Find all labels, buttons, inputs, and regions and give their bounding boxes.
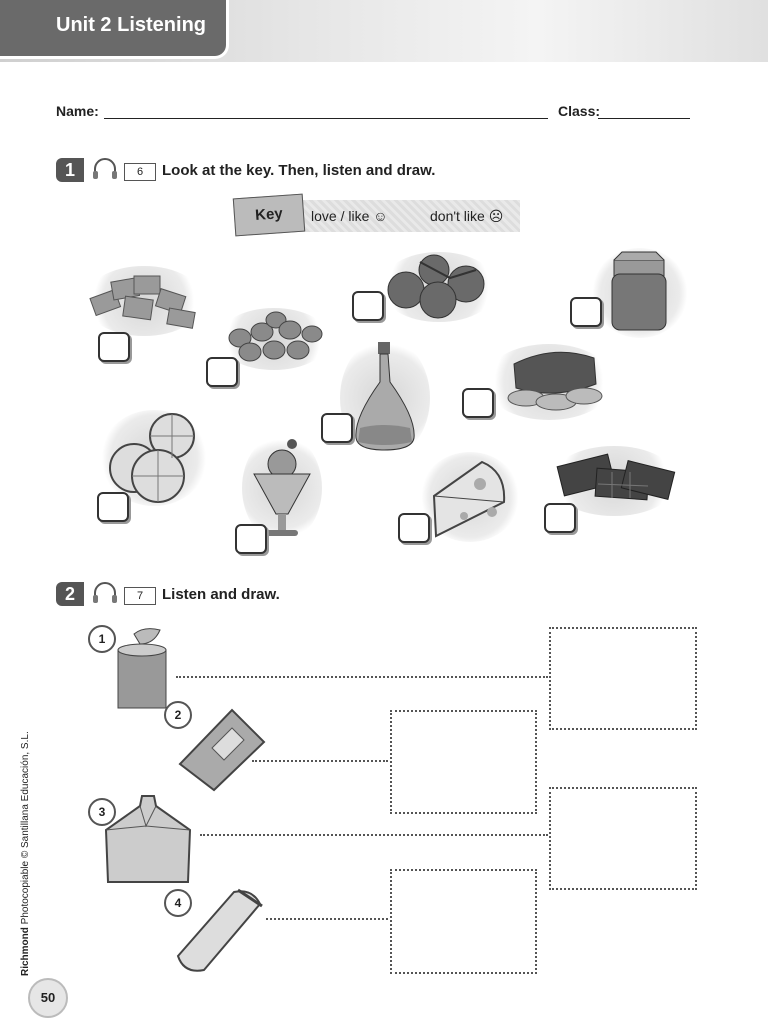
key-label: Key	[233, 194, 305, 237]
drawing-box-2[interactable]	[390, 710, 537, 814]
answer-box-jam[interactable]	[570, 297, 602, 327]
answer-box-oil[interactable]	[321, 413, 353, 443]
track-number-7: 7	[124, 587, 156, 605]
carton-image	[102, 792, 194, 886]
copyright-notice: Photocopiable © Santillana Educación, S.L.	[20, 731, 31, 925]
exercise-1-number: 1	[56, 158, 84, 182]
crackers-image	[84, 266, 204, 336]
jam-jar-image	[592, 248, 688, 338]
answer-box-oranges[interactable]	[97, 492, 129, 522]
crisps-image	[484, 344, 614, 420]
headphones-icon	[92, 158, 118, 180]
oil-bottle-image	[340, 338, 430, 458]
key-like: love / like ☺	[311, 208, 388, 224]
drawing-box-4[interactable]	[390, 869, 537, 974]
tin-can-image	[110, 626, 176, 714]
connector-line-2	[252, 760, 388, 762]
answer-box-tomatoes[interactable]	[352, 291, 384, 321]
tomatoes-image	[380, 252, 498, 322]
exercise-2-number: 2	[56, 582, 84, 606]
answer-box-crisps[interactable]	[462, 388, 494, 418]
name-field[interactable]	[104, 118, 548, 119]
answer-box-olives[interactable]	[206, 357, 238, 387]
class-label: Class:	[558, 103, 601, 119]
answer-box-ice-cream[interactable]	[235, 524, 267, 554]
item-number-4: 4	[164, 889, 192, 917]
connector-line-3	[200, 834, 548, 836]
answer-box-cheese[interactable]	[398, 513, 430, 543]
copyright-text	[20, 731, 31, 976]
headphones-icon	[92, 582, 118, 604]
connector-line-1	[176, 676, 548, 678]
class-field[interactable]	[598, 118, 690, 119]
drawing-box-3[interactable]	[549, 787, 697, 890]
packet-image	[174, 702, 268, 794]
connector-line-4	[266, 918, 388, 920]
item-number-3: 3	[88, 798, 116, 826]
name-label: Name:	[56, 103, 99, 119]
item-number-1: 1	[88, 625, 116, 653]
item-number-2: 2	[164, 701, 192, 729]
page-number: 50	[28, 978, 68, 1018]
tube-image	[168, 882, 268, 976]
exercise-2-instruction: Listen and draw.	[162, 586, 280, 603]
exercise-1-instruction: Look at the key. Then, listen and draw.	[162, 162, 436, 179]
answer-box-crackers[interactable]	[98, 332, 130, 362]
page-title: Unit 2 Listening	[56, 14, 206, 36]
track-number-6: 6	[124, 163, 156, 181]
answer-box-chocolate[interactable]	[544, 503, 576, 533]
cheese-image	[420, 452, 520, 542]
key-dislike: don't like ☹	[430, 208, 504, 224]
publisher-name: Richmond	[20, 927, 31, 976]
drawing-box-1[interactable]	[549, 627, 697, 730]
